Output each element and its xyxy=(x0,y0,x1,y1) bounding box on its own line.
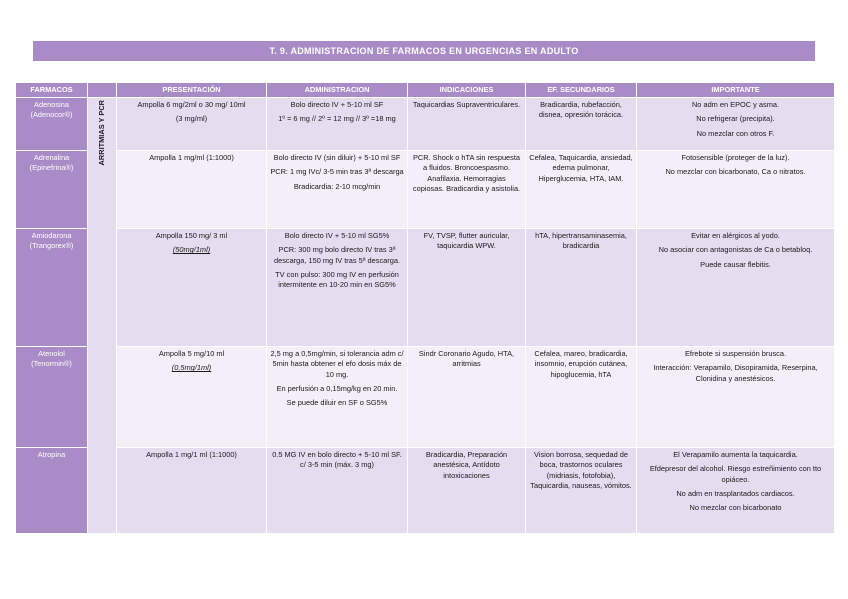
importante-line: No asociar con antagonistas de Ca o betabloq. xyxy=(658,245,813,255)
secundarios-cell xyxy=(526,98,637,151)
importante-line: Evitar en alérgicos al yodo. xyxy=(691,231,780,241)
drug-table xyxy=(15,82,835,534)
table-row xyxy=(16,98,835,151)
header-administracion: ADMINISTRACION xyxy=(267,83,408,98)
presentacion-cell xyxy=(117,347,267,448)
header-farmacos: FARMACOS xyxy=(16,83,88,98)
administracion-line: Bolo directo IV + 5-10 ml SG5% xyxy=(284,231,390,241)
indicaciones-cell xyxy=(408,98,526,151)
administracion-line: 0.5 MG IV en bolo directo + 5-10 ml SF. c/ 3-5 min (máx. 3 mg) xyxy=(272,450,402,470)
secundarios-cell xyxy=(526,347,637,448)
importante-cell xyxy=(637,229,835,347)
header-spacer xyxy=(88,83,117,98)
indicaciones-line: Sindr Coronario Agudo, HTA, arritmias xyxy=(418,349,515,369)
presentacion-cell xyxy=(117,229,267,347)
importante-line: Interacción: Verapamilo, Disopiramida, Reserpina, Clonidina y anestésicos. xyxy=(653,363,818,383)
presentacion-line: Ampolla 1 mg/ml (1:1000) xyxy=(149,153,234,163)
importante-line: Fotosensible (proteger de la luz). xyxy=(681,153,790,163)
presentacion-line: Ampolla 6 mg/2ml o 30 mg/ 10ml xyxy=(137,100,246,110)
administracion-line: TV con pulso: 300 mg IV en perfusión intermitente en 10-20 min en SG5% xyxy=(275,269,399,290)
indicaciones-cell xyxy=(408,151,526,229)
secundarios-line: Cefalea, Taquicardia, ansiedad, edema pulmonar, Hiperglucemia, HTA, IAM. xyxy=(529,153,633,183)
drug-name: Adrenalina (Epinefrina®) xyxy=(16,151,88,229)
importante-line: El Verapamilo aumenta la taquicardia. xyxy=(673,450,798,460)
administracion-line: En perfusión a 0,15mg/kg en 20 min. xyxy=(276,383,398,393)
presentacion-cell xyxy=(117,98,267,151)
presentacion-line: Ampolla 150 mg/ 3 ml xyxy=(155,231,228,241)
secundarios-cell xyxy=(526,229,637,347)
importante-line: Efdepresor del alcohol. Riesgo estreñimiento con tto opiáceo. xyxy=(649,464,822,484)
importante-line: No adm en EPOC y asma. xyxy=(691,100,780,110)
importante-cell xyxy=(637,347,835,448)
header-presentacion: PRESENTACIÓN xyxy=(117,83,267,98)
secundarios-cell xyxy=(526,448,637,534)
presentacion-line: (50mg/1ml) xyxy=(172,245,211,255)
importante-line: No mezclar con bicarbonato xyxy=(689,503,782,513)
indicaciones-line: Bradicardia, Preparación anestésica, Antídoto intoxicaciones xyxy=(425,450,508,480)
secundarios-line: Vision borrosa, sequedad de boca, trastornos oculares (midriasis, fotofobia), Taquicardia, nauseas, vómitos. xyxy=(530,450,632,490)
presentacion-line: (0,5mg/1ml) xyxy=(171,363,212,373)
administracion-cell xyxy=(267,448,408,534)
secundarios-cell xyxy=(526,151,637,229)
importante-line: Efrebote si suspensión brusca. xyxy=(684,349,787,359)
administracion-cell xyxy=(267,151,408,229)
administracion-line: Se puede diluir en SF o SG5% xyxy=(286,398,388,408)
presentacion-line: (3 mg/ml) xyxy=(175,114,208,124)
indicaciones-cell xyxy=(408,347,526,448)
administracion-line: 2,5 mg a 0,5mg/min, si tolerancia adm c/ 5min hasta obtener el efo dosis máx de 10 mg. xyxy=(270,349,404,379)
header-indicaciones: INDICACIONES xyxy=(408,83,526,98)
table-row xyxy=(16,347,835,448)
table-row xyxy=(16,448,835,534)
page-title: T. 9. ADMINISTRACION DE FARMACOS EN URGENCIAS EN ADULTO xyxy=(33,41,815,61)
table-row xyxy=(16,151,835,229)
importante-line: No mezclar con otros F. xyxy=(696,128,775,138)
importante-line: No mezclar con bicarbonato, Ca o nitratos. xyxy=(665,167,806,177)
importante-cell xyxy=(637,448,835,534)
drug-name: Atenolol (Tenormin®) xyxy=(16,347,88,448)
presentacion-cell xyxy=(117,448,267,534)
secundarios-line: Cefalea, mareo, bradicardia, insomnio, erupción cutánea, hipoglucemia, hTA xyxy=(534,349,628,379)
administracion-cell xyxy=(267,98,408,151)
header-secundarios: EF. SECUNDARIOS xyxy=(526,83,637,98)
importante-line: No refrigerar (precipita). xyxy=(696,114,775,124)
administracion-line: PCR: 1 mg IVc/ 3-5 min tras 3ª descarga xyxy=(270,167,404,177)
importante-cell xyxy=(637,98,835,151)
importante-cell xyxy=(637,151,835,229)
presentacion-line: Ampolla 5 mg/10 ml xyxy=(158,349,225,359)
administracion-line: 1º = 6 mg // 2º = 12 mg // 3º =18 mg xyxy=(278,114,396,124)
administracion-line: Bolo directo IV + 5-10 ml SF xyxy=(290,100,384,110)
table-row xyxy=(16,229,835,347)
indicaciones-line: PCR. Shock o hTA sin respuesta a fluidos. Broncoespasmo. Anafilaxia. Hemorragias copiosas. Bradicardia y asistolia. xyxy=(412,153,521,193)
importante-line: Puede causar flebitis. xyxy=(700,259,771,269)
indicaciones-cell xyxy=(408,448,526,534)
administracion-cell xyxy=(267,347,408,448)
administracion-line: Bolo directo IV (sin diluir) + 5-10 ml SF xyxy=(273,153,401,163)
administracion-cell xyxy=(267,229,408,347)
drug-name: Atropina xyxy=(16,448,88,534)
indicaciones-line: FV, TVSP, flutter auricular, taquicardia WPW. xyxy=(423,231,510,251)
header-importante: IMPORTANTE xyxy=(637,83,835,98)
indicaciones-line: Taquicardias Supraventriculares. xyxy=(412,100,521,110)
category-side-label xyxy=(88,98,117,534)
secundarios-line: hTA, hipertransaminasemia, bradicardia xyxy=(535,231,627,251)
secundarios-line: Bradicardia, rubefacción, disnea, opresión torácica. xyxy=(538,100,624,120)
category-label: ARRITMIAS Y PCR xyxy=(96,100,106,166)
importante-line: No adm en trasplantados cardiacos. xyxy=(676,488,795,498)
presentacion-line: Ampolla 1 mg/1 ml (1:1000) xyxy=(146,450,237,460)
presentacion-cell xyxy=(117,151,267,229)
drug-name: Adenosina (Adenocor®) xyxy=(16,98,88,151)
administracion-line: Bradicardia: 2-10 mcg/min xyxy=(293,181,381,191)
indicaciones-cell xyxy=(408,229,526,347)
drug-name: Amiodarona (Trangorex®) xyxy=(16,229,88,347)
administracion-line: PCR: 300 mg bolo directo IV tras 3ª descarga, 150 mg IV tras 5ª descarga. xyxy=(274,245,400,265)
